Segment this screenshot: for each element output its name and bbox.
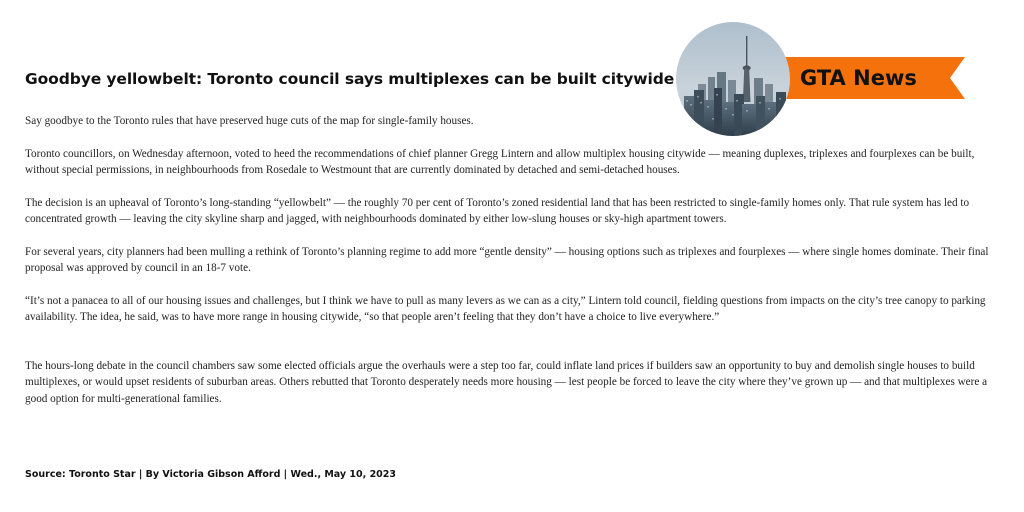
toronto-skyline-image — [676, 22, 790, 136]
article-paragraph: Say goodbye to the Toronto rules that have preserved huge cuts of the map for single-family houses. — [25, 115, 474, 127]
article-paragraph: The decision is an upheaval of Toronto’s long-standing “yellowbelt” — the roughly 70 per cent of Toronto’s zoned residential land that has been restricted to single-family homes only. That rule system has led to concentrated growth — leaving the city skyline sharp and jagged, with neighbourhoods dominated by either low-slung houses or sky-high apartment towers. — [25, 196, 970, 225]
article-headline: Goodbye yellowbelt: Toronto council says multiplexes can be built citywide — [25, 70, 675, 88]
article-source-line: Source: Toronto Star | By Victoria Gibson Afford | Wed., May 10, 2023 — [25, 469, 397, 480]
article-paragraph: For several years, city planners had been mulling a rethink of Toronto’s planning regime to add more “gentle density” — housing options such as triplexes and fourplexes — where single homes dominate. Their final proposal was approved by council in an 18-7 vote. — [25, 245, 989, 274]
article-paragraph: “It’s not a panacea to all of our housing issues and challenges, but I think we have to pull as many levers as we can as a city,” Lintern told council, fielding questions from impacts on the city’s tree canopy to parking availability. The idea, he said, was to have more range in housing citywide, “so that people aren’t feeling that they don’t have a choice to live everywhere.” — [25, 294, 986, 323]
article-paragraph: The hours-long debate in the council chambers saw some elected officials argue the overhauls were a step too far, could inflate land prices if builders saw an opportunity to buy and demolish single houses to build multiplexes, or would upset residents of suburban areas. Others rebutted that Toronto desperately needs more housing — lest people be forced to leave the city where they’ve grown up — and that multiplexes were a good option for multi-generational families. — [25, 359, 988, 405]
gta-news-label: GTA News — [800, 66, 917, 90]
article-body — [25, 113, 993, 407]
article-paragraph: Toronto councillors, on Wednesday afternoon, voted to heed the recommendations of chief planner Gregg Lintern and allow multiplex housing citywide — meaning duplexes, triplexes and fourplexes can be built, without special permissions, in neighbourhoods from Rosedale to Westmount that are currently dominated by detached and semi-detached houses. — [25, 147, 975, 176]
